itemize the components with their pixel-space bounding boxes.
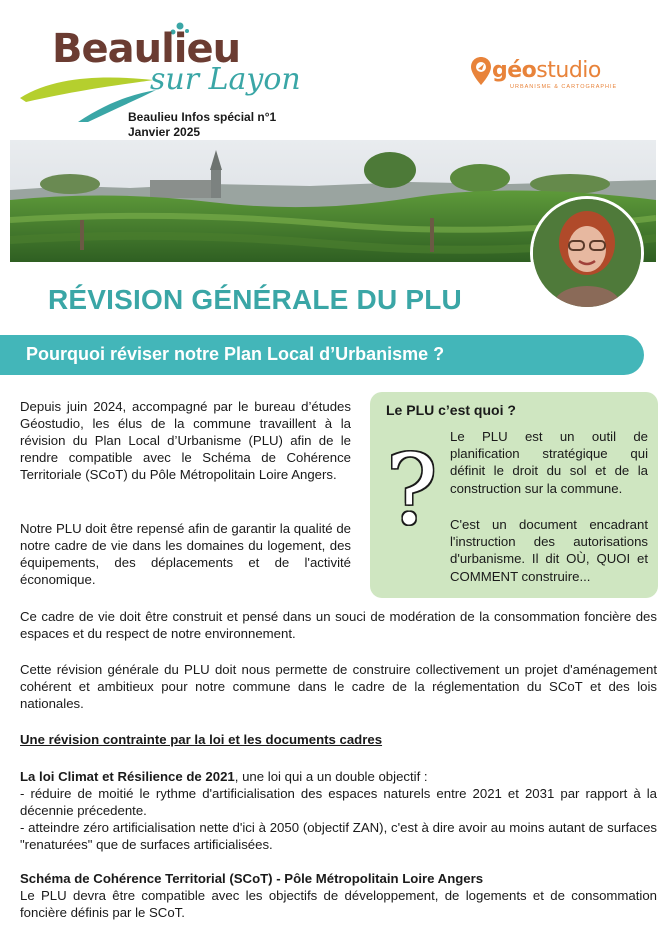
body-paragraph-1: Ce cadre de vie doit être construit et pensé dans un souci de modération de la consommation foncière des espaces et du respect de notre environnement. (20, 609, 657, 641)
intro-paragraph-1: Depuis juin 2024, accompagné par le bureau d’études Géostudio, les élus de la commune travaillent à la révision du Plan Local d’Urbanisme (PLU) afin de le rendre compatible avec le Schéma de Cohérence Territoriale (SCoT) du Pôle Métropolitain Loire Angers. (20, 399, 351, 482)
geostudio-tagline: URBANISME & CARTOGRAPHIE (510, 84, 618, 90)
mayor-portrait (530, 196, 644, 310)
box-paragraph-1: Le PLU est un outil de planification stratégique qui définit le droit du sol et de la construction sur la commune. (450, 429, 648, 496)
body-paragraph-2: Cette révision générale du PLU doit nous permette de construire collectivement un projet d'aménagement cohérent et ambitieux pour notre commune dans le cadre de la réglementation du SCoT et des lois nationales. (20, 662, 657, 711)
law-paragraph (20, 768, 657, 853)
law-point-1: - réduire de moitié le rythme d'artificialisation des espaces naturels entre 2021 et 2031 par rapport à la décennie précedente. (20, 786, 657, 818)
issue-number: Beaulieu Infos spécial n°1 (128, 110, 277, 124)
law-title: La loi Climat et Résilience de 2021 (20, 769, 235, 784)
law-intro: , une loi qui a un double objectif : (234, 769, 428, 784)
scot-title: Schéma de Cohérence Territorial (SCoT) - Pôle Métropolitain Loire Angers (20, 871, 484, 886)
logo-sur-layon: sur Layon (150, 62, 301, 97)
intro-paragraph-2: Notre PLU doit être repensé afin de garantir la qualité de notre cadre de vie dans les domaines du logement, des équipements, des déplacements et de l'activité économique. (20, 521, 351, 587)
issue-info (128, 110, 276, 140)
location-pin-icon (470, 56, 492, 86)
subtitle: Pourquoi réviser notre Plan Local d’Urbanisme ? (26, 344, 445, 364)
logo-beaulieu: Beaulieu (52, 26, 241, 72)
box-paragraph-2: C'est un document encadrant l'instruction des autorisations d'urbanisme. Il dit OÙ, QUOI et COMMENT construire... (450, 517, 648, 584)
issue-date: Janvier 2025 (128, 125, 201, 139)
law-point-2: - atteindre zéro artificialisation nette d'ici à 2050 (objectif ZAN), c'est à dire avoir au moins autant de surfaces "renaturées" que de surfaces artificialisées. (20, 820, 657, 852)
section-heading: Une révision contrainte par la loi et les documents cadres (20, 732, 383, 747)
scot-text: Le PLU devra être compatible avec les objectifs de développement, de logements et de consommation foncière définis par le SCoT. (20, 888, 657, 920)
box-title: Le PLU c’est quoi ? (386, 402, 516, 418)
scot-paragraph (20, 870, 657, 921)
geostudio-logo: géostudio (492, 58, 601, 83)
page-title: RÉVISION GÉNÉRALE DU PLU (48, 284, 462, 315)
question-mark-icon: ? (386, 434, 438, 546)
